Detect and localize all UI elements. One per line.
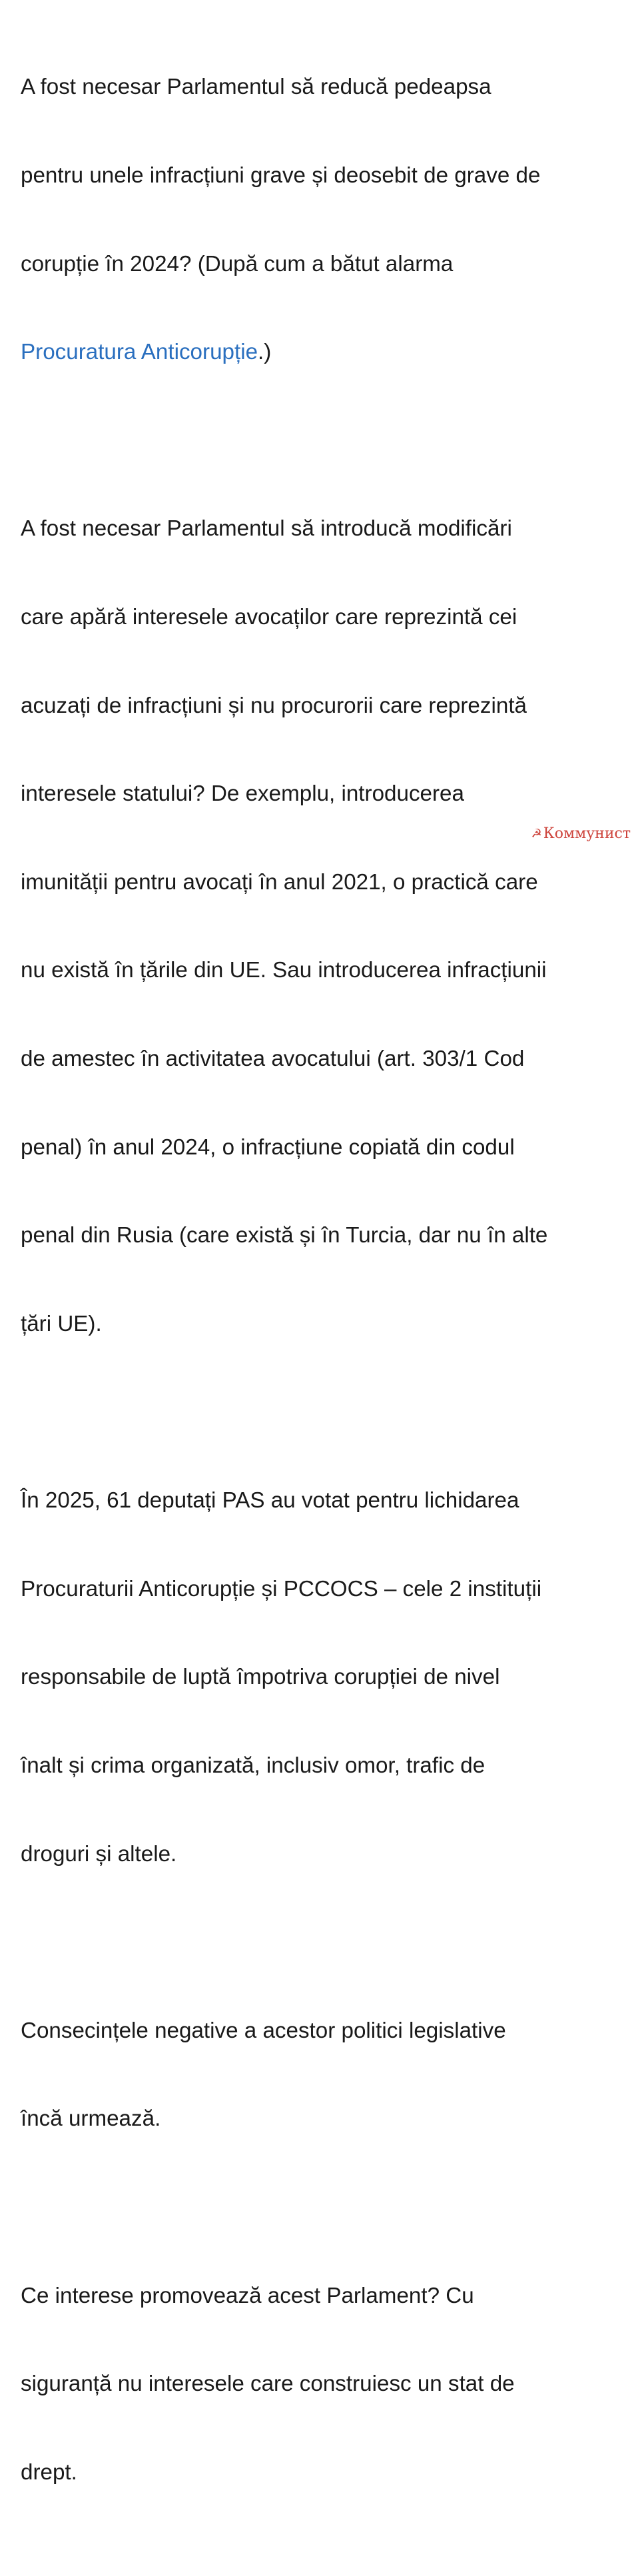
text-line: Procuraturii Anticorupție și PCCOCS – cele 2 instituții: [21, 1576, 542, 1601]
watermark: [531, 825, 631, 842]
watermark-text: Коммунист: [543, 825, 631, 842]
text-line: țări UE).: [21, 1311, 102, 1336]
text-line: imunității pentru avocați în anul 2021, o practică care: [21, 869, 538, 895]
text-line: corupție în 2024? (După cum a bătut alarma: [21, 251, 454, 276]
text-line: încă urmează.: [21, 2106, 161, 2132]
text-line: înalt și crima organizată, inclusiv omor, trafic de: [21, 1753, 485, 1778]
link-line-suffix: .): [258, 340, 272, 365]
text-line: droguri și altele.: [21, 1841, 177, 1867]
text-line: responsabile de luptă împotriva corupției de nivel: [21, 1665, 500, 1690]
text-line: penal din Rusia (care există și în Turcia, dar nu în alte: [21, 1223, 548, 1248]
procuratura-anticoruptie-link[interactable]: Procuratura Anticorupție: [21, 340, 258, 365]
text-line: A fost necesar Parlamentul să reducă pedeapsa: [21, 75, 491, 100]
paragraph-5: [21, 2222, 623, 2546]
text-line: Ce interese promovează acest Parlament? Cu: [21, 2283, 474, 2308]
text-line: nu există în țările din UE. Sau introducerea infracțiunii: [21, 958, 547, 983]
text-line: siguranță nu interesele care construiesc un stat de: [21, 2371, 515, 2397]
hammer-sickle-icon: ☭: [531, 826, 542, 841]
text-line: pentru unele infracțiuni grave și deosebit de grave de: [21, 163, 541, 189]
text-line: care apără interesele avocaților care reprezintă cei: [21, 605, 517, 630]
text-line: drept.: [21, 2459, 77, 2485]
link-line: [21, 338, 623, 367]
paragraph-4: [21, 1957, 623, 2193]
text-line: În 2025, 61 deputați PAS au votat pentru lichidarea: [21, 1488, 519, 1513]
paragraph-1: [21, 14, 623, 426]
paragraph-3: [21, 1428, 623, 1928]
paragraph-2: [21, 456, 623, 1398]
text-line: de amestec în activitatea avocatului (art. 303/1 Cod: [21, 1047, 525, 1072]
text-line: acuzați de infracțiuni și nu procurorii care reprezintă: [21, 693, 527, 718]
text-line: A fost necesar Parlamentul să introducă modificări: [21, 516, 512, 542]
post-body: [21, 14, 623, 2576]
text-line: interesele statului? De exemplu, introducerea: [21, 781, 464, 807]
text-line: Consecințele negative a acestor politici legislative: [21, 2018, 506, 2043]
text-line: penal) în anul 2024, o infracțiune copiată din codul: [21, 1134, 515, 1160]
